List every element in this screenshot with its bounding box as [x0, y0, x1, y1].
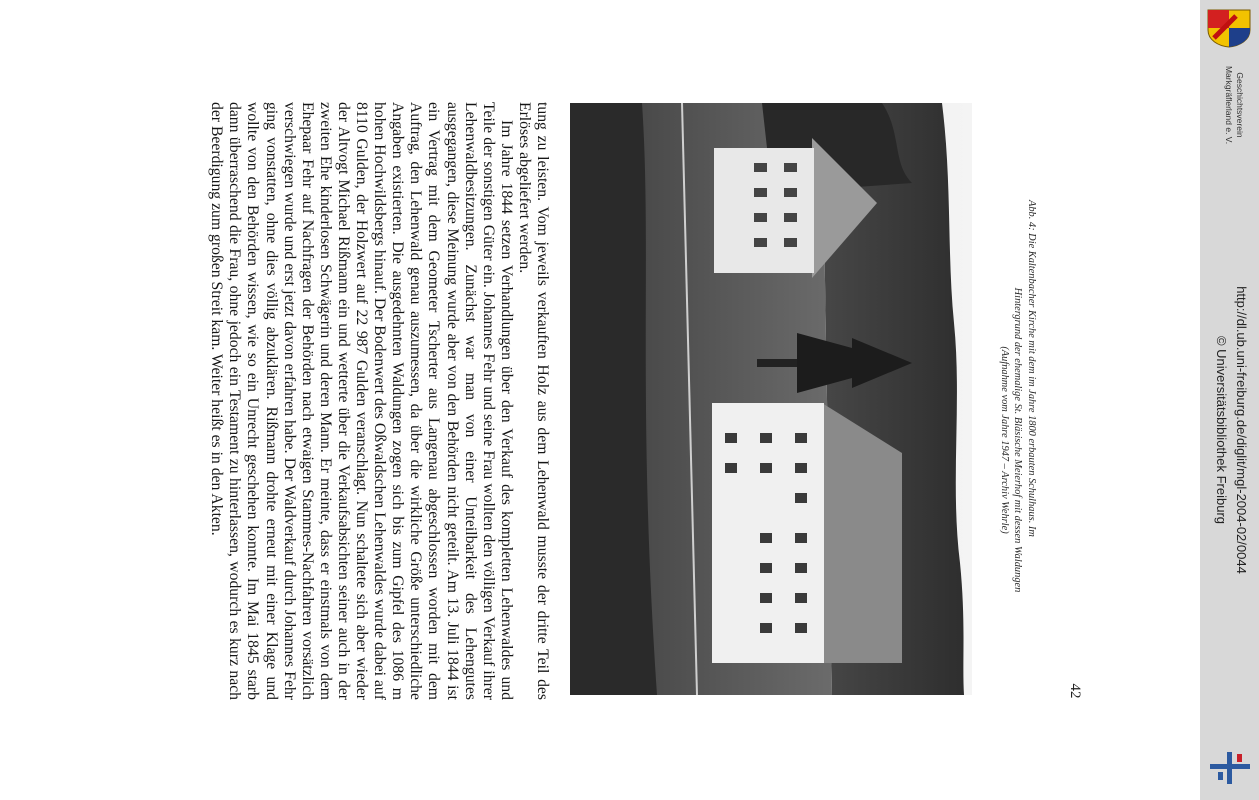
caption-line-1: Abb. 4: Die Kaltenbacher Kirche mit dem im Jahre 1800 erbauten Schulhaus. Im [1026, 200, 1037, 537]
source-url[interactable]: http://dl.ub.uni-freiburg.de/diglit/mgl-2004-02/0044 [1234, 286, 1249, 574]
photo-church-schoolhouse [570, 103, 972, 695]
society-line-2: Markgräflerland e. V. [1224, 65, 1234, 145]
historic-photo [570, 103, 972, 695]
paragraph-1: tung zu leisten. Vom jeweils verkauften Holz aus dem Lehenwald musste der dritte Teil des Erlöses abgeliefert werden. [515, 102, 551, 700]
body-text [115, 102, 551, 700]
source-url-box [1200, 180, 1259, 680]
page-number: 42 [1067, 683, 1083, 699]
ub-freiburg-logo-icon [1210, 748, 1250, 788]
figure-caption [978, 200, 1038, 680]
coat-of-arms-icon [1206, 8, 1252, 48]
caption-line-2: Hintergrund der ehemalige St. Bläsische Meierhof mit dessen Waldungen [1012, 287, 1024, 593]
paragraph-2: Im Jahre 1844 setzen Verhandlungen über den Verkauf des kompletten Lehenwaldes und Teile der sonstigen Güter ein. Johannes Fehr und seine Frau wollten den völligen Verkauf ihrer Lehenwaldbesitzungen. Zunächst war man von einer Unteilbarkeit des Lehengutes ausgegangen, diese Meinung wurde aber von den Behörden nicht geteilt. Am 13. Juli 1844 ist ein Vertrag mit dem Geometer Tscherter aus Langenau abgeschlossen worden mit dem Auftrag, den Lehenwald genau auszumessen, da über die wirkliche Größe unterschiedliche Angaben existierten. Die ausgedehnten Waldungen zogen sich bis zum Gipfel des 1086 m hohen Hochwildsbergs hinauf. Der Bodenwert des Oßwaldschen Lehenwaldes wurde dabei auf 8110 Gulden, der Holzwert auf 22 987 Gulden veranschlagt. Nun schaltete sich aber wieder der Altvogt Michael Rißmann ein und wetterte über die Verkaufsabsichten seiner auch in der zweiten Ehe kinderlosen Schwägerin und deren Mann. Er meinte, dass er einstmals von dem Ehepaar Fehr auf Nachfragen der Behörden nach etwaigen Stammes-Nachfahren vorsätzlich verschwiegen wurde und erst jetzt davon erfahren habe. Der Waldverkauf durch Johannes Fehr ging vonstatten, ohne dies völlig abzuklären. Rißmann drohte erneut mit einer Klage und wollte von den Behörden wissen, wie so ein Unrecht geschehen konnte. Im Mai 1845 starb dann überraschend die Frau, ohne jedoch ein Testament zu hinterlassen, wodurch es kurz nach der Beerdigung zum großen Streit kam. Weiter heißt es in den Akten. [208, 102, 515, 700]
society-label [1200, 50, 1259, 160]
society-line-1: Geschichtsverein [1235, 72, 1245, 138]
copyright-notice: © Universitätsbibliothek Freiburg [1214, 335, 1229, 525]
caption-line-3: (Aufnahme vom Jahre 1947 – Archiv Wehrle) [998, 346, 1010, 534]
